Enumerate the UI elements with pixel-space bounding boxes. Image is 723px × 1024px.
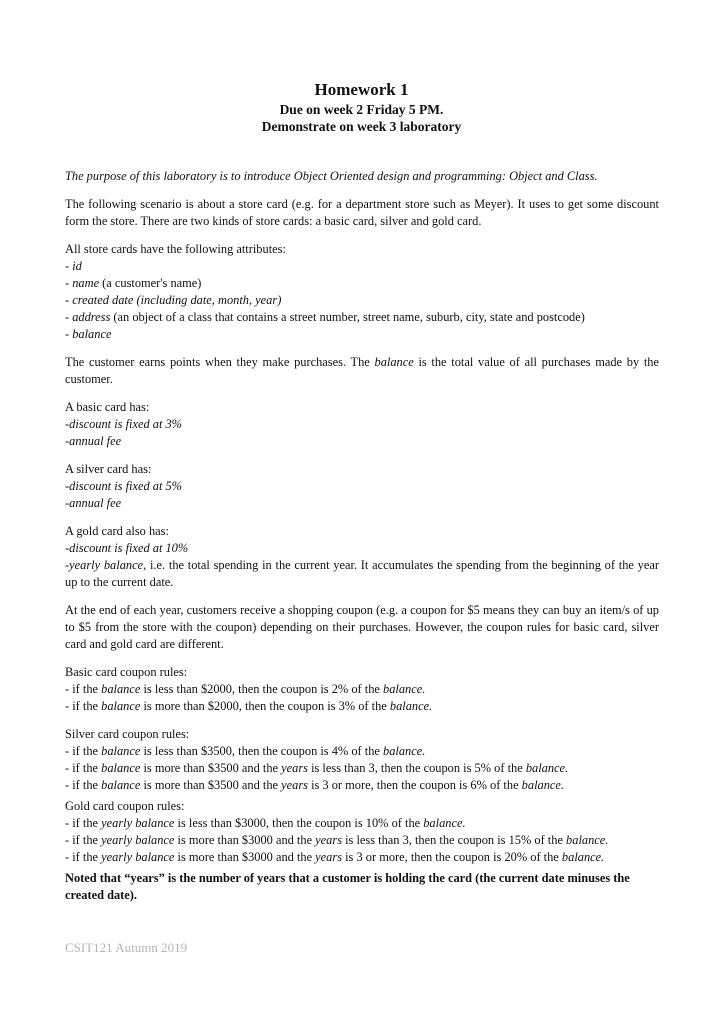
rule-text: - if the bbox=[65, 761, 102, 775]
rule-text: is more than $3500 and the bbox=[140, 761, 282, 775]
rule-text: - if the bbox=[65, 816, 102, 830]
silver-rule-1 bbox=[65, 743, 659, 760]
years-note: Noted that “years” is the number of years that a customer is holding the card (the current date minuses the created date). bbox=[65, 871, 630, 902]
yearly-balance-word: yearly balance bbox=[101, 850, 175, 864]
rule-text: is less than 3, then the coupon is 5% of the bbox=[307, 761, 526, 775]
course-footer: CSIT121 Autumn 2019 bbox=[65, 940, 188, 955]
homework-title: Homework 1 bbox=[314, 80, 409, 99]
balance-word: balance. bbox=[383, 682, 426, 696]
balance-word: balance. bbox=[521, 778, 564, 792]
balance-word: balance bbox=[101, 778, 141, 792]
attributes-section bbox=[65, 241, 659, 343]
purpose-paragraph: The purpose of this laboratory is to introduce Object Oriented design and programming: Object and Class. bbox=[65, 169, 598, 183]
basic-rules-title: Basic card coupon rules: bbox=[65, 665, 188, 679]
gold-yearly-desc: , i.e. the total spending in the current year. It accumulates the spending from the beginning of the year up to the current date. bbox=[65, 558, 660, 589]
silver-rules-section bbox=[65, 726, 659, 794]
rule-text: is more than $2000, then the coupon is 3% of the bbox=[140, 699, 390, 713]
points-text-2: is the total value of all purchases made by the customer. bbox=[65, 355, 659, 386]
rule-text: - if the bbox=[65, 833, 102, 847]
gold-rule-3 bbox=[65, 849, 659, 866]
silver-card-intro: A silver card has: bbox=[65, 462, 152, 476]
due-date: Due on week 2 Friday 5 PM. bbox=[279, 102, 444, 117]
rule-text: - if the bbox=[65, 699, 102, 713]
silver-rule-3 bbox=[65, 777, 659, 794]
rule-text: is less than $2000, then the coupon is 2% of the bbox=[140, 682, 383, 696]
basic-card-intro: A basic card has: bbox=[65, 400, 150, 414]
rule-text: - if the bbox=[65, 682, 102, 696]
basic-card-fee: -annual fee bbox=[65, 434, 122, 448]
attribute-created: - created date (including date, month, year) bbox=[65, 293, 282, 307]
rule-text: is less than $3500, then the coupon is 4% of the bbox=[140, 744, 383, 758]
attribute-name-desc: (a customer's name) bbox=[99, 276, 202, 290]
basic-rules-section bbox=[65, 664, 659, 715]
years-word: years bbox=[315, 833, 343, 847]
balance-word: balance bbox=[101, 699, 141, 713]
years-word: years bbox=[315, 850, 343, 864]
balance-word: balance bbox=[101, 761, 141, 775]
balance-word: balance. bbox=[525, 761, 569, 775]
rule-text: is less than 3, then the coupon is 15% of the bbox=[342, 833, 567, 847]
attribute-balance: - balance bbox=[65, 327, 112, 341]
years-word: years bbox=[281, 761, 308, 775]
yearly-balance-word: yearly balance bbox=[101, 816, 175, 830]
points-balance-word: balance bbox=[374, 355, 414, 369]
attributes-intro: All store cards have the following attributes: bbox=[65, 242, 286, 256]
basic-rule-1 bbox=[65, 681, 659, 698]
gold-card-intro: A gold card also has: bbox=[65, 524, 169, 538]
gold-card-section bbox=[65, 523, 659, 591]
gold-rule-2 bbox=[65, 832, 659, 849]
rule-text: - if the bbox=[65, 778, 102, 792]
rule-text: is less than $3000, then the coupon is 10% of the bbox=[174, 816, 424, 830]
silver-card-section bbox=[65, 461, 659, 512]
gold-card-discount: -discount is fixed at 10% bbox=[65, 541, 189, 555]
scenario-paragraph: The following scenario is about a store card (e.g. for a department store such as Meyer). It uses to get some discount form the store. There are two kinds of store cards: a basic card, silver and gold card. bbox=[65, 197, 659, 228]
demonstration-note: Demonstrate on week 3 laboratory bbox=[261, 119, 462, 134]
attribute-address-label: - address bbox=[65, 310, 111, 324]
coupon-intro-paragraph: At the end of each year, customers receive a shopping coupon (e.g. a coupon for $5 means they can buy an item/s of up to $5 from the store with the coupon) depending on their purchases. However, the coupon rules for basic card, silver card and gold card are different. bbox=[65, 603, 659, 651]
gold-yearly-label: -yearly balance bbox=[65, 558, 144, 572]
rule-text: is 3 or more, then the coupon is 6% of the bbox=[307, 778, 522, 792]
basic-card-section bbox=[65, 399, 659, 450]
basic-rule-2 bbox=[65, 698, 659, 715]
years-word: years bbox=[281, 778, 308, 792]
balance-word: balance bbox=[101, 744, 141, 758]
rule-text: is 3 or more, then the coupon is 20% of the bbox=[342, 850, 562, 864]
silver-rules-title: Silver card coupon rules: bbox=[65, 727, 190, 741]
balance-word: balance. bbox=[389, 699, 433, 713]
gold-rules-section bbox=[65, 798, 659, 866]
balance-word: balance. bbox=[423, 816, 466, 830]
points-text-1: The customer earns points when they make purchases. The bbox=[65, 355, 375, 369]
silver-card-discount: -discount is fixed at 5% bbox=[65, 479, 183, 493]
balance-word: balance bbox=[101, 682, 141, 696]
document-body bbox=[65, 168, 659, 915]
attribute-address-desc: (an object of a class that contains a street number, street name, suburb, city, state and postcode) bbox=[110, 310, 585, 324]
balance-word: balance. bbox=[383, 744, 426, 758]
points-paragraph bbox=[65, 354, 659, 388]
rule-text: is more than $3000 and the bbox=[174, 850, 316, 864]
rule-text: - if the bbox=[65, 744, 102, 758]
attribute-id: - id bbox=[65, 259, 82, 273]
silver-card-fee: -annual fee bbox=[65, 496, 122, 510]
basic-card-discount: -discount is fixed at 3% bbox=[65, 417, 183, 431]
balance-word: balance. bbox=[566, 833, 609, 847]
balance-word: balance. bbox=[561, 850, 605, 864]
attribute-name-label: - name bbox=[65, 276, 100, 290]
gold-rule-1 bbox=[65, 815, 659, 832]
rule-text: is more than $3500 and the bbox=[140, 778, 282, 792]
attribute-address bbox=[65, 309, 659, 326]
silver-rule-2 bbox=[65, 760, 659, 777]
gold-card-yearly bbox=[65, 558, 659, 589]
gold-rules-title: Gold card coupon rules: bbox=[65, 799, 185, 813]
rule-text: is more than $3000 and the bbox=[174, 833, 316, 847]
yearly-balance-word: yearly balance bbox=[101, 833, 175, 847]
rule-text: - if the bbox=[65, 850, 102, 864]
attribute-name bbox=[65, 275, 659, 292]
